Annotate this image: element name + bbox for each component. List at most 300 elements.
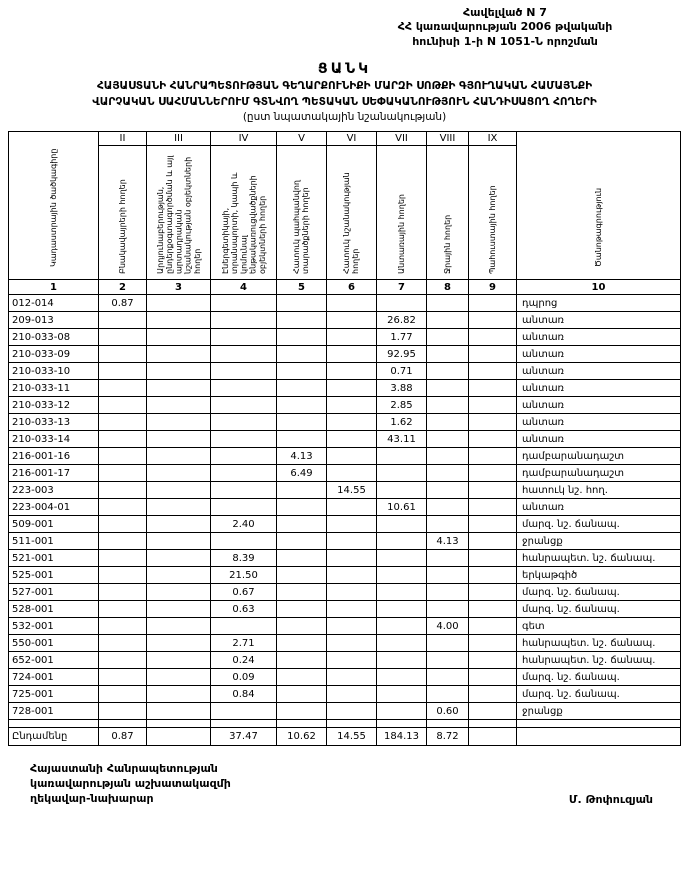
cadastral-code-cell: 216-001-16 xyxy=(9,448,99,465)
value-cell: 4.00 xyxy=(427,618,469,635)
value-cell xyxy=(277,295,327,312)
value-cell xyxy=(469,686,517,703)
roman-numeral-col-5: V xyxy=(277,132,327,146)
value-cell xyxy=(427,414,469,431)
value-cell xyxy=(427,329,469,346)
table-row xyxy=(9,618,681,635)
column-number-2: 2 xyxy=(99,280,147,295)
cadastral-code-cell: 725-001 xyxy=(9,686,99,703)
page-title: ՑԱՆԿ xyxy=(317,60,372,77)
value-cell xyxy=(377,618,427,635)
table-row xyxy=(9,295,681,312)
value-cell xyxy=(427,363,469,380)
table-row xyxy=(9,601,681,618)
value-cell xyxy=(99,584,147,601)
value-cell: 8.72 xyxy=(427,728,469,746)
column-number-10: 10 xyxy=(517,280,681,295)
table-row xyxy=(9,431,681,448)
table-head xyxy=(9,132,681,295)
roman-numeral-row xyxy=(9,132,681,146)
value-cell: 21.50 xyxy=(211,567,277,584)
signatory-title xyxy=(30,762,231,807)
table-row xyxy=(9,363,681,380)
value-cell xyxy=(147,482,211,499)
column-header-col2-label: Բնակավայրերի հողեր xyxy=(117,179,127,275)
table-row xyxy=(9,397,681,414)
empty-cell xyxy=(427,720,469,728)
value-cell xyxy=(469,601,517,618)
roman-numeral-col-7: VII xyxy=(377,132,427,146)
value-cell xyxy=(469,550,517,567)
column-header-note xyxy=(517,132,681,280)
value-cell xyxy=(99,652,147,669)
value-cell xyxy=(99,363,147,380)
value-cell xyxy=(469,482,517,499)
value-cell: 4.13 xyxy=(427,533,469,550)
table-row xyxy=(9,380,681,397)
value-cell xyxy=(147,618,211,635)
value-cell xyxy=(147,448,211,465)
column-header-col7 xyxy=(377,146,427,280)
signatory-title-line-3: ղեկավար-նախարար xyxy=(30,791,154,805)
value-cell xyxy=(327,448,377,465)
table-row xyxy=(9,482,681,499)
note-cell: մարզ. նշ. ճանապ. xyxy=(517,584,681,601)
note-cell: գետ xyxy=(517,618,681,635)
empty-cell xyxy=(9,720,99,728)
empty-cell xyxy=(327,720,377,728)
value-cell xyxy=(327,652,377,669)
value-cell xyxy=(99,703,147,720)
column-header-col5 xyxy=(277,146,327,280)
cadastral-code-cell: 210-033-10 xyxy=(9,363,99,380)
table-row xyxy=(9,669,681,686)
value-cell xyxy=(427,499,469,516)
value-cell xyxy=(211,465,277,482)
value-cell xyxy=(277,550,327,567)
note-cell: երկաթգիծ xyxy=(517,567,681,584)
value-cell xyxy=(277,482,327,499)
total-row xyxy=(9,728,681,746)
roman-numeral-col-2: II xyxy=(99,132,147,146)
value-cell: 2.40 xyxy=(211,516,277,533)
empty-cell xyxy=(377,720,427,728)
value-cell xyxy=(469,431,517,448)
column-header-col8-label: Ջրային հողեր xyxy=(442,215,452,275)
table-row xyxy=(9,567,681,584)
note-cell: հանրապետ. նշ. ճանապ. xyxy=(517,635,681,652)
value-cell: 0.09 xyxy=(211,669,277,686)
value-cell xyxy=(147,652,211,669)
value-cell xyxy=(327,601,377,618)
value-cell xyxy=(147,635,211,652)
value-cell xyxy=(147,686,211,703)
value-cell xyxy=(327,669,377,686)
value-cell xyxy=(327,397,377,414)
table-row xyxy=(9,329,681,346)
empty-cell xyxy=(147,720,211,728)
value-cell xyxy=(469,652,517,669)
value-cell xyxy=(427,431,469,448)
note-cell: մարզ. նշ. ճանապ. xyxy=(517,601,681,618)
cadastral-code-cell: 528-001 xyxy=(9,601,99,618)
spacer-row xyxy=(9,720,681,728)
value-cell xyxy=(147,703,211,720)
cadastral-code-cell: 210-033-11 xyxy=(9,380,99,397)
cadastral-code-cell: 210-033-14 xyxy=(9,431,99,448)
column-header-cadastral-code xyxy=(9,132,99,280)
cadastral-code-cell: 521-001 xyxy=(9,550,99,567)
value-cell xyxy=(99,516,147,533)
value-cell xyxy=(277,703,327,720)
value-cell xyxy=(377,482,427,499)
appendix-block xyxy=(335,6,675,49)
cadastral-code-cell: 209-013 xyxy=(9,312,99,329)
value-cell xyxy=(99,482,147,499)
value-cell xyxy=(377,584,427,601)
column-header-col4 xyxy=(211,146,277,280)
value-cell xyxy=(99,312,147,329)
value-cell xyxy=(99,499,147,516)
value-cell xyxy=(469,397,517,414)
value-cell xyxy=(377,567,427,584)
value-cell: 0.87 xyxy=(99,728,147,746)
value-cell xyxy=(211,312,277,329)
value-cell xyxy=(147,295,211,312)
value-cell xyxy=(277,431,327,448)
value-cell: 0.87 xyxy=(99,295,147,312)
value-cell xyxy=(469,312,517,329)
column-header-col6 xyxy=(327,146,377,280)
value-cell: 26.82 xyxy=(377,312,427,329)
value-cell xyxy=(377,550,427,567)
empty-cell xyxy=(211,720,277,728)
note-cell: անտառ xyxy=(517,397,681,414)
value-cell xyxy=(147,346,211,363)
value-cell xyxy=(469,380,517,397)
value-cell xyxy=(147,584,211,601)
value-cell xyxy=(327,516,377,533)
value-cell: 3.88 xyxy=(377,380,427,397)
value-cell xyxy=(147,499,211,516)
value-cell xyxy=(427,380,469,397)
cadastral-code-cell: 509-001 xyxy=(9,516,99,533)
signatory-name: Մ. Թոփուզյան xyxy=(568,792,653,806)
value-cell xyxy=(327,431,377,448)
value-cell: 0.24 xyxy=(211,652,277,669)
value-cell: 1.77 xyxy=(377,329,427,346)
column-number-3: 3 xyxy=(147,280,211,295)
value-cell xyxy=(377,601,427,618)
note-cell xyxy=(517,728,681,746)
value-cell xyxy=(99,686,147,703)
note-cell: անտառ xyxy=(517,380,681,397)
table-row xyxy=(9,584,681,601)
value-cell xyxy=(469,533,517,550)
note-cell: դամբարանադաշտ xyxy=(517,465,681,482)
value-cell: 0.60 xyxy=(427,703,469,720)
cadastral-code-cell: 012-014 xyxy=(9,295,99,312)
value-cell xyxy=(211,618,277,635)
value-cell: 2.85 xyxy=(377,397,427,414)
value-cell: 2.71 xyxy=(211,635,277,652)
value-cell: 6.49 xyxy=(277,465,327,482)
value-cell xyxy=(99,346,147,363)
table-row xyxy=(9,550,681,567)
value-cell xyxy=(469,618,517,635)
value-cell xyxy=(99,601,147,618)
value-cell xyxy=(469,516,517,533)
roman-numeral-col-4: IV xyxy=(211,132,277,146)
note-cell: հատուկ նշ. հող. xyxy=(517,482,681,499)
value-cell xyxy=(469,329,517,346)
column-header-col4-label: Էներգետիկայի, տրանսպորտի, կապի և կոմունալ ենթակառուցվածքների օբյեկտների հողեր xyxy=(220,172,267,275)
value-cell xyxy=(277,533,327,550)
value-cell xyxy=(99,669,147,686)
value-cell xyxy=(327,533,377,550)
column-number-9: 9 xyxy=(469,280,517,295)
value-cell xyxy=(277,346,327,363)
value-cell xyxy=(469,465,517,482)
value-cell xyxy=(211,363,277,380)
value-cell xyxy=(327,703,377,720)
cadastral-code-cell: 532-001 xyxy=(9,618,99,635)
value-cell xyxy=(147,601,211,618)
value-cell xyxy=(211,703,277,720)
table-row xyxy=(9,533,681,550)
cadastral-code-cell: 216-001-17 xyxy=(9,465,99,482)
value-cell xyxy=(427,312,469,329)
cadastral-code-cell: 550-001 xyxy=(9,635,99,652)
value-cell xyxy=(327,329,377,346)
note-cell: ջրանցք xyxy=(517,533,681,550)
value-cell xyxy=(427,652,469,669)
value-cell xyxy=(277,635,327,652)
value-cell xyxy=(147,329,211,346)
note-cell: անտառ xyxy=(517,431,681,448)
value-cell xyxy=(147,533,211,550)
value-cell xyxy=(147,397,211,414)
value-cell xyxy=(99,618,147,635)
value-cell xyxy=(211,431,277,448)
roman-numeral-col-8: VIII xyxy=(427,132,469,146)
column-number-5: 5 xyxy=(277,280,327,295)
value-cell: 0.67 xyxy=(211,584,277,601)
note-cell: մարզ. նշ. ճանապ. xyxy=(517,686,681,703)
cadastral-code-cell: 210-033-08 xyxy=(9,329,99,346)
value-cell xyxy=(469,635,517,652)
column-number-6: 6 xyxy=(327,280,377,295)
land-parcels-table xyxy=(8,131,681,746)
value-cell xyxy=(277,652,327,669)
value-cell xyxy=(277,397,327,414)
value-cell xyxy=(99,465,147,482)
value-cell xyxy=(427,295,469,312)
value-cell xyxy=(377,652,427,669)
value-cell xyxy=(469,567,517,584)
value-cell xyxy=(469,363,517,380)
value-cell xyxy=(427,516,469,533)
column-header-col8 xyxy=(427,146,469,280)
value-cell xyxy=(147,669,211,686)
empty-cell xyxy=(99,720,147,728)
value-cell xyxy=(327,499,377,516)
value-cell xyxy=(277,414,327,431)
value-cell xyxy=(377,635,427,652)
column-header-col3-label: Արդյունաբերության, ընդերքօգտագործման և այլ արտադրական նշանակության օբյեկտների հողեր xyxy=(155,155,202,275)
table-row xyxy=(9,635,681,652)
value-cell: 14.55 xyxy=(327,728,377,746)
value-cell xyxy=(147,728,211,746)
value-cell xyxy=(427,601,469,618)
value-cell xyxy=(99,567,147,584)
value-cell xyxy=(277,312,327,329)
value-cell xyxy=(469,295,517,312)
column-header-col9 xyxy=(469,146,517,280)
note-cell: դամբարանադաշտ xyxy=(517,448,681,465)
value-cell xyxy=(147,516,211,533)
value-cell xyxy=(211,482,277,499)
value-cell xyxy=(327,584,377,601)
column-header-col2 xyxy=(99,146,147,280)
value-cell: 92.95 xyxy=(377,346,427,363)
column-number-row xyxy=(9,280,681,295)
value-cell xyxy=(147,465,211,482)
column-number-7: 7 xyxy=(377,280,427,295)
value-cell xyxy=(211,329,277,346)
value-cell xyxy=(469,499,517,516)
note-cell: անտառ xyxy=(517,363,681,380)
value-cell xyxy=(427,482,469,499)
table-row xyxy=(9,465,681,482)
value-cell xyxy=(327,363,377,380)
value-cell: 10.61 xyxy=(377,499,427,516)
value-cell xyxy=(327,686,377,703)
value-cell xyxy=(427,635,469,652)
value-cell xyxy=(147,550,211,567)
value-cell xyxy=(277,618,327,635)
cadastral-code-cell: 652-001 xyxy=(9,652,99,669)
value-cell xyxy=(99,380,147,397)
value-cell xyxy=(277,380,327,397)
empty-cell xyxy=(469,720,517,728)
value-cell xyxy=(211,533,277,550)
value-cell: 1.62 xyxy=(377,414,427,431)
roman-numeral-col-9: IX xyxy=(469,132,517,146)
table-row xyxy=(9,414,681,431)
cadastral-code-cell: Ընդամենը xyxy=(9,728,99,746)
roman-numeral-col-6: VI xyxy=(327,132,377,146)
signatory-title-line-1: Հայաստանի Հանրապետության xyxy=(30,762,218,776)
value-cell: 14.55 xyxy=(327,482,377,499)
column-header-col3 xyxy=(147,146,211,280)
table-body xyxy=(9,295,681,746)
appendix-line-1: Հավելված N 7 xyxy=(463,6,547,19)
value-cell xyxy=(427,346,469,363)
value-cell xyxy=(327,465,377,482)
value-cell xyxy=(277,584,327,601)
value-cell xyxy=(147,363,211,380)
value-cell xyxy=(327,312,377,329)
empty-cell xyxy=(517,720,681,728)
value-cell xyxy=(211,448,277,465)
cadastral-code-cell: 223-003 xyxy=(9,482,99,499)
cadastral-code-cell: 511-001 xyxy=(9,533,99,550)
table-row xyxy=(9,703,681,720)
value-cell xyxy=(377,448,427,465)
note-cell: անտառ xyxy=(517,414,681,431)
value-cell xyxy=(427,584,469,601)
value-cell xyxy=(327,346,377,363)
column-header-col7-label: Անտառային հողեր xyxy=(396,194,406,275)
note-cell: մարզ. նշ. ճանապ. xyxy=(517,516,681,533)
value-cell xyxy=(377,686,427,703)
value-cell xyxy=(327,618,377,635)
value-cell xyxy=(147,431,211,448)
column-number-4: 4 xyxy=(211,280,277,295)
column-header-col6-label: Հատուկ նշանակության հողեր xyxy=(342,172,361,275)
value-cell xyxy=(277,669,327,686)
value-cell xyxy=(211,380,277,397)
note-cell: անտառ xyxy=(517,329,681,346)
column-number-8: 8 xyxy=(427,280,469,295)
value-cell: 0.84 xyxy=(211,686,277,703)
value-cell xyxy=(277,363,327,380)
note-cell: մարզ. նշ. ճանապ. xyxy=(517,669,681,686)
value-cell xyxy=(377,669,427,686)
value-cell xyxy=(99,550,147,567)
value-cell xyxy=(147,312,211,329)
table-row xyxy=(9,346,681,363)
value-cell xyxy=(427,686,469,703)
value-cell xyxy=(277,499,327,516)
value-cell xyxy=(211,397,277,414)
value-cell xyxy=(377,465,427,482)
value-cell xyxy=(469,703,517,720)
value-cell xyxy=(99,414,147,431)
value-cell xyxy=(147,567,211,584)
value-cell xyxy=(427,448,469,465)
cadastral-code-cell: 210-033-13 xyxy=(9,414,99,431)
value-cell xyxy=(211,499,277,516)
value-cell xyxy=(469,669,517,686)
cadastral-code-cell: 724-001 xyxy=(9,669,99,686)
cadastral-code-cell: 527-001 xyxy=(9,584,99,601)
value-cell xyxy=(327,414,377,431)
cadastral-code-cell: 223-004-01 xyxy=(9,499,99,516)
column-number-1: 1 xyxy=(9,280,99,295)
table-row xyxy=(9,516,681,533)
value-cell xyxy=(469,584,517,601)
value-cell xyxy=(211,295,277,312)
note-cell: անտառ xyxy=(517,346,681,363)
value-cell xyxy=(147,380,211,397)
value-cell: 4.13 xyxy=(277,448,327,465)
cadastral-code-cell: 210-033-09 xyxy=(9,346,99,363)
note-cell: դպրոց xyxy=(517,295,681,312)
value-cell xyxy=(211,346,277,363)
value-cell xyxy=(99,431,147,448)
note-cell: անտառ xyxy=(517,312,681,329)
document-subtitle-note: (ըստ նպատակային նշանակության) xyxy=(242,111,447,124)
value-cell xyxy=(211,414,277,431)
value-cell xyxy=(147,414,211,431)
value-cell xyxy=(277,567,327,584)
value-cell xyxy=(99,635,147,652)
signatory-title-line-2: կառավարության աշխատակազմի xyxy=(30,777,231,791)
roman-numeral-col-3: III xyxy=(147,132,211,146)
value-cell xyxy=(469,448,517,465)
